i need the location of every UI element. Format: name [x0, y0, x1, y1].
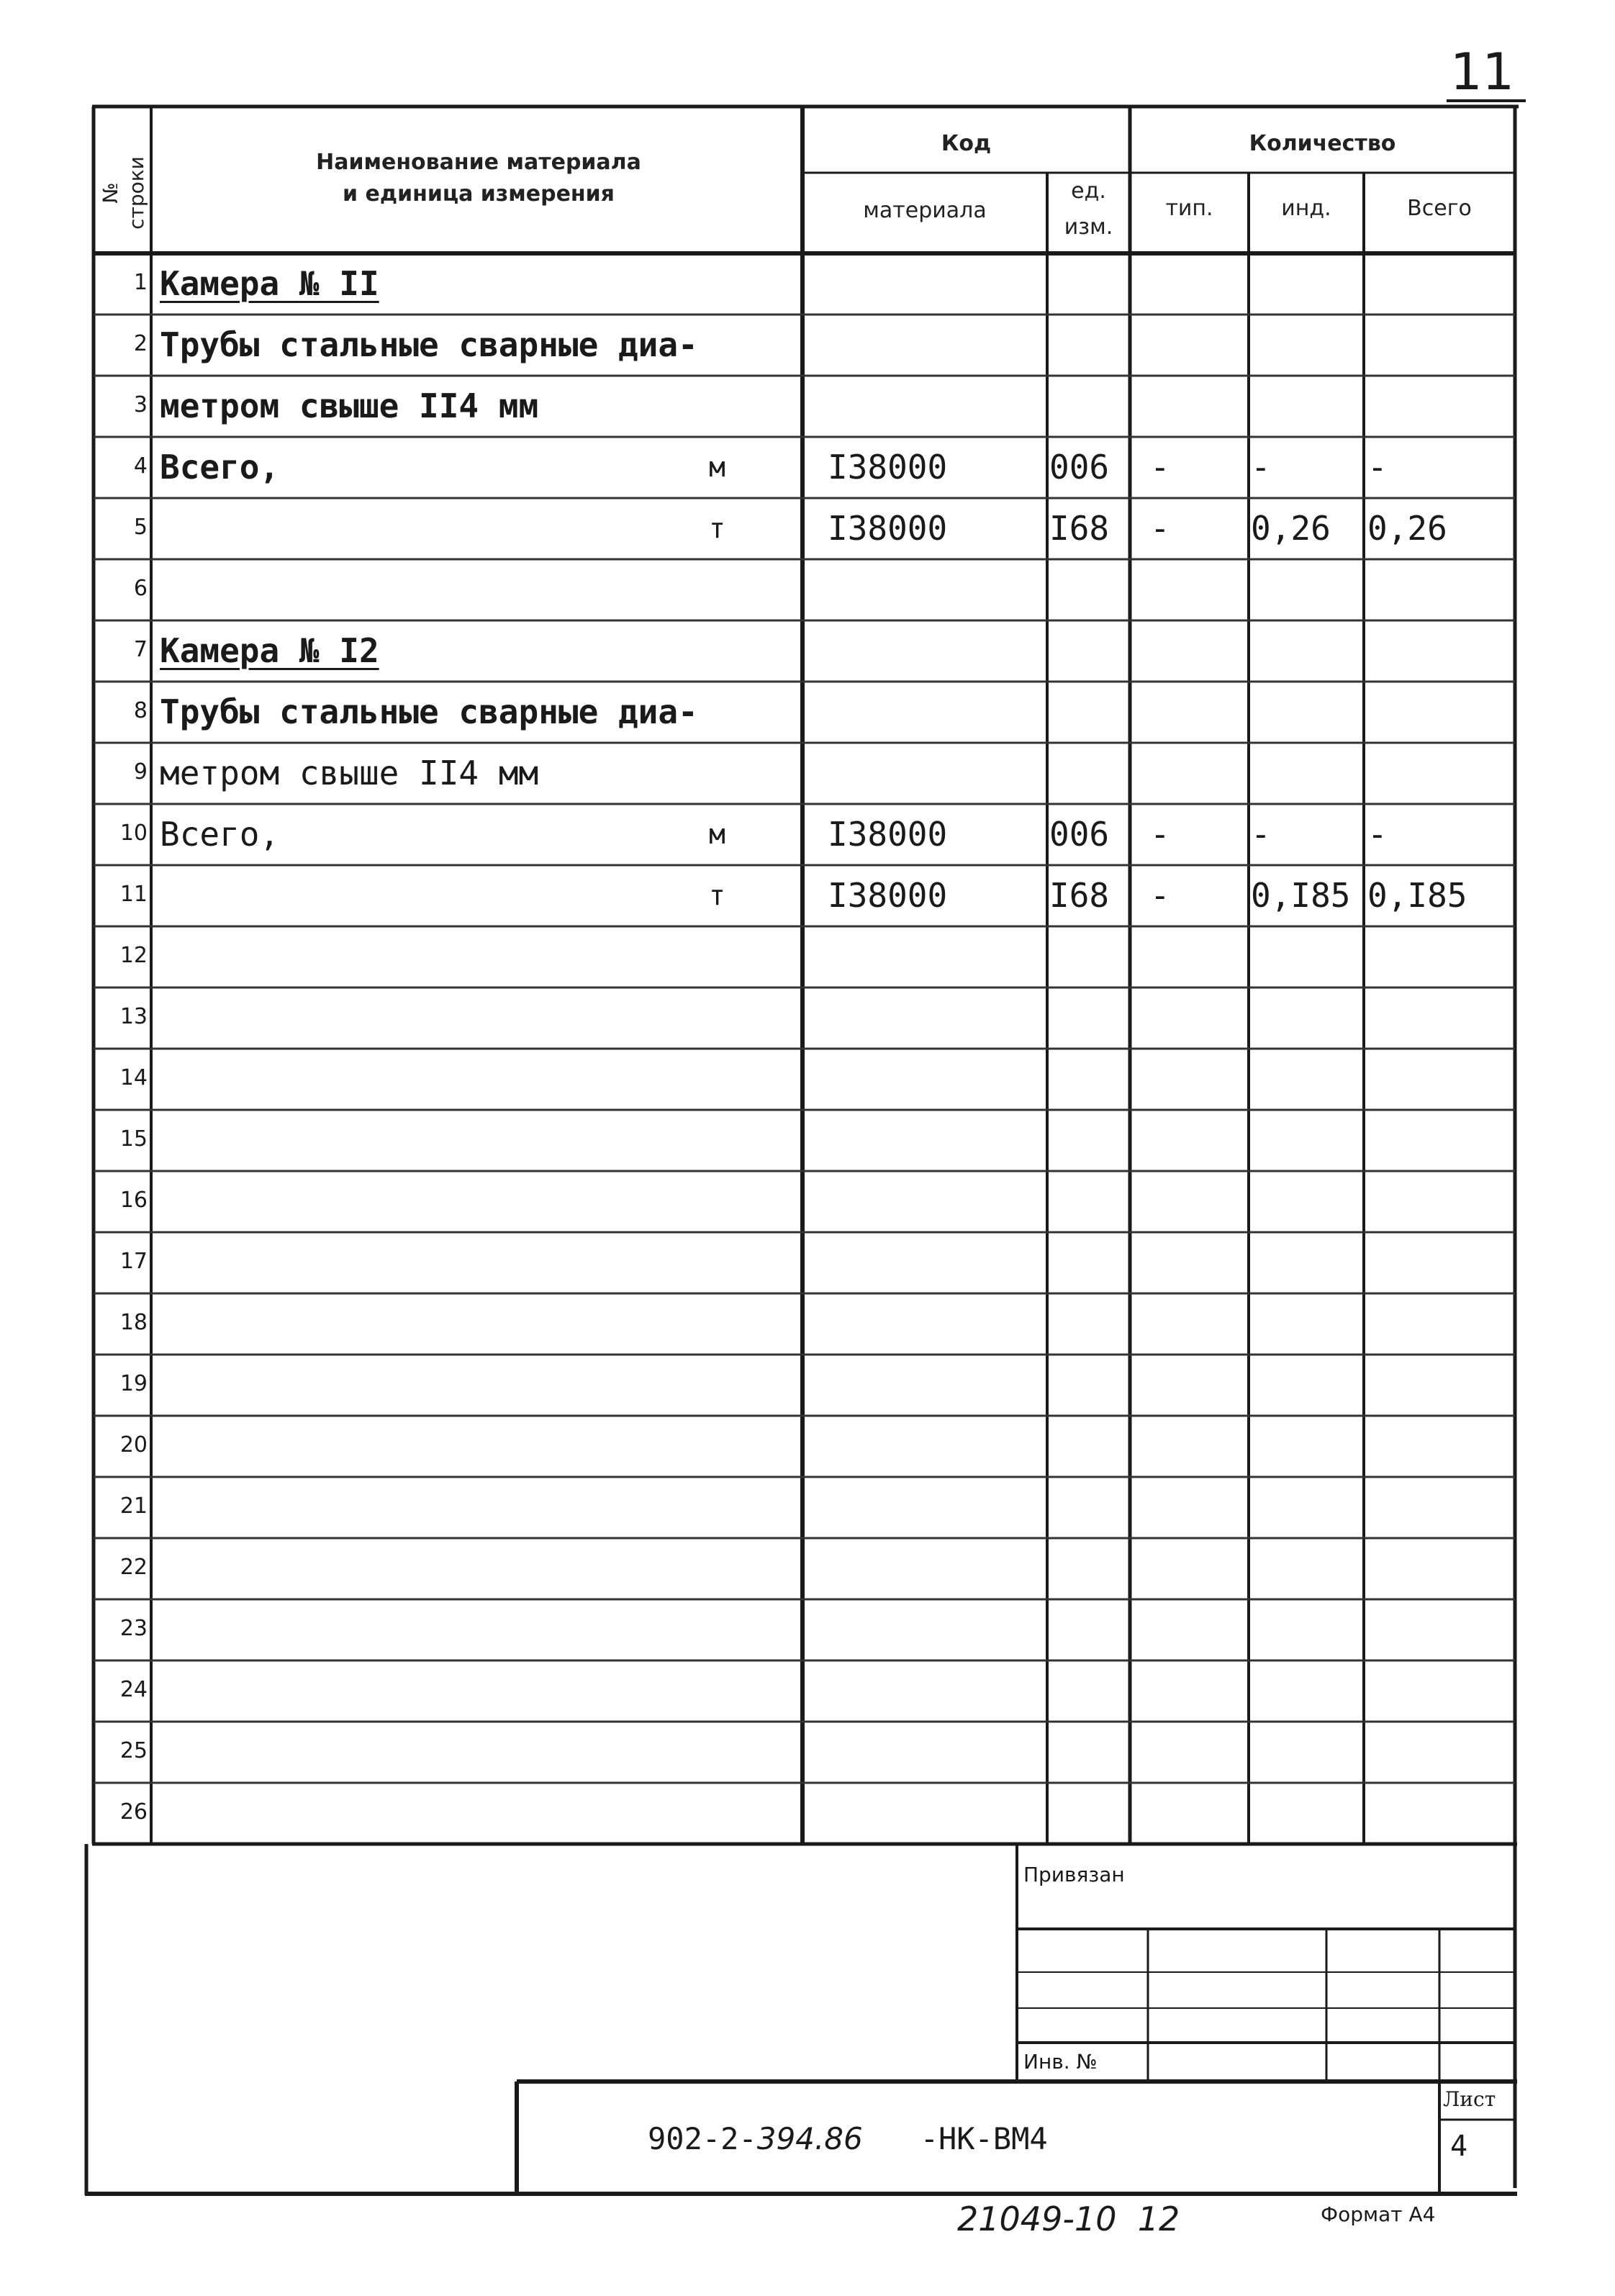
row-number: 17 [119, 1248, 148, 1274]
cell-name: метром свыше II4 мм [160, 387, 539, 425]
header-qty-typ: тип. [1165, 196, 1213, 221]
cell-unit: т [709, 880, 725, 911]
cell-code: I38000 [828, 815, 948, 854]
row-number: 5 [133, 514, 148, 540]
cell-name: Камера № I2 [160, 631, 379, 670]
cell-total: - [1367, 448, 1388, 487]
stamp-sheet-number: 4 [1450, 2130, 1468, 2163]
row-number: 22 [119, 1554, 148, 1580]
header-code-unit-1: ед. [1071, 178, 1106, 204]
cell-ind: 0,26 [1251, 509, 1331, 548]
row-number: 26 [119, 1799, 148, 1825]
cell-name: Всего, [160, 448, 280, 487]
row-number: 2 [133, 330, 148, 356]
cell-ind: - [1251, 448, 1271, 487]
row-number: 21 [119, 1493, 148, 1519]
cell-typ: - [1150, 448, 1170, 487]
document-code-prefix: 902-2- [648, 2121, 757, 2156]
cell-code: I38000 [828, 448, 948, 487]
stamp-inv-no-label: Инв. № [1023, 2050, 1098, 2074]
cell-typ: - [1150, 815, 1170, 854]
cell-name: Трубы стальные сварные диа- [160, 325, 698, 364]
cell-name: Трубы стальные сварные диа- [160, 692, 698, 731]
row-number: 9 [133, 759, 148, 785]
row-number: 14 [119, 1065, 148, 1090]
cell-ucode: I68 [1049, 509, 1110, 548]
row-number: 19 [119, 1370, 148, 1396]
header-name-line2: и единица измерения [343, 181, 615, 207]
header-qty-ind: инд. [1281, 196, 1331, 221]
footer-format: Формат А4 [1321, 2202, 1436, 2226]
row-number: 4 [133, 453, 148, 479]
row-number: 10 [119, 820, 148, 846]
header-qty-total: Всего [1407, 196, 1472, 221]
row-number: 24 [119, 1676, 148, 1702]
row-number: 8 [133, 697, 148, 723]
cell-ind: - [1251, 815, 1271, 854]
cell-total: 0,I85 [1367, 876, 1467, 915]
row-number: 20 [119, 1432, 148, 1457]
stamp-attached-label: Привязан [1023, 1863, 1125, 1886]
cell-code: I38000 [828, 876, 948, 915]
cell-total: 0,26 [1367, 509, 1447, 548]
cell-name: метром свыше II4 мм [160, 754, 539, 792]
cell-unit: м [709, 451, 725, 483]
cell-name: Всего, [160, 815, 280, 854]
row-number: 16 [119, 1187, 148, 1213]
row-number: 18 [119, 1309, 148, 1335]
row-number: 7 [133, 636, 148, 662]
header-name-line1: Наименование материала [316, 150, 641, 175]
row-number: 23 [119, 1615, 148, 1641]
row-number: 3 [133, 392, 148, 417]
cell-unit: м [709, 818, 725, 850]
document-code-suffix: -НК-ВМ4 [920, 2121, 1048, 2156]
row-number: 11 [119, 881, 148, 907]
document-code-handwritten: 394.86 [756, 2121, 863, 2156]
cell-ind: 0,I85 [1251, 876, 1351, 915]
cell-ucode: I68 [1049, 876, 1110, 915]
header-code-material: материала [863, 198, 987, 223]
header-code-group: Код [941, 131, 992, 156]
row-number: 6 [133, 575, 148, 601]
cell-total: - [1367, 815, 1388, 854]
stamp-sheet-label: Лист [1443, 2087, 1496, 2111]
row-number: 25 [119, 1737, 148, 1763]
cell-ucode: 006 [1049, 815, 1110, 854]
cell-code: I38000 [828, 509, 948, 548]
row-number: 15 [119, 1126, 148, 1152]
sheet-corner-number: 11 [1450, 42, 1515, 101]
cell-typ: - [1150, 509, 1170, 548]
header-qty-group: Количество [1249, 131, 1396, 156]
row-number: 1 [133, 269, 148, 295]
document-code [648, 2118, 1048, 2161]
header-row-number: № строки [99, 156, 148, 230]
footer-handwritten-number: 21049-10 12 [957, 2200, 1180, 2238]
cell-unit: т [709, 512, 725, 544]
cell-name: Камера № II [160, 264, 379, 303]
cell-typ: - [1150, 876, 1170, 915]
row-number: 12 [119, 942, 148, 968]
header-code-unit-2: изм. [1064, 214, 1113, 240]
cell-ucode: 006 [1049, 448, 1110, 487]
row-number: 13 [119, 1003, 148, 1029]
